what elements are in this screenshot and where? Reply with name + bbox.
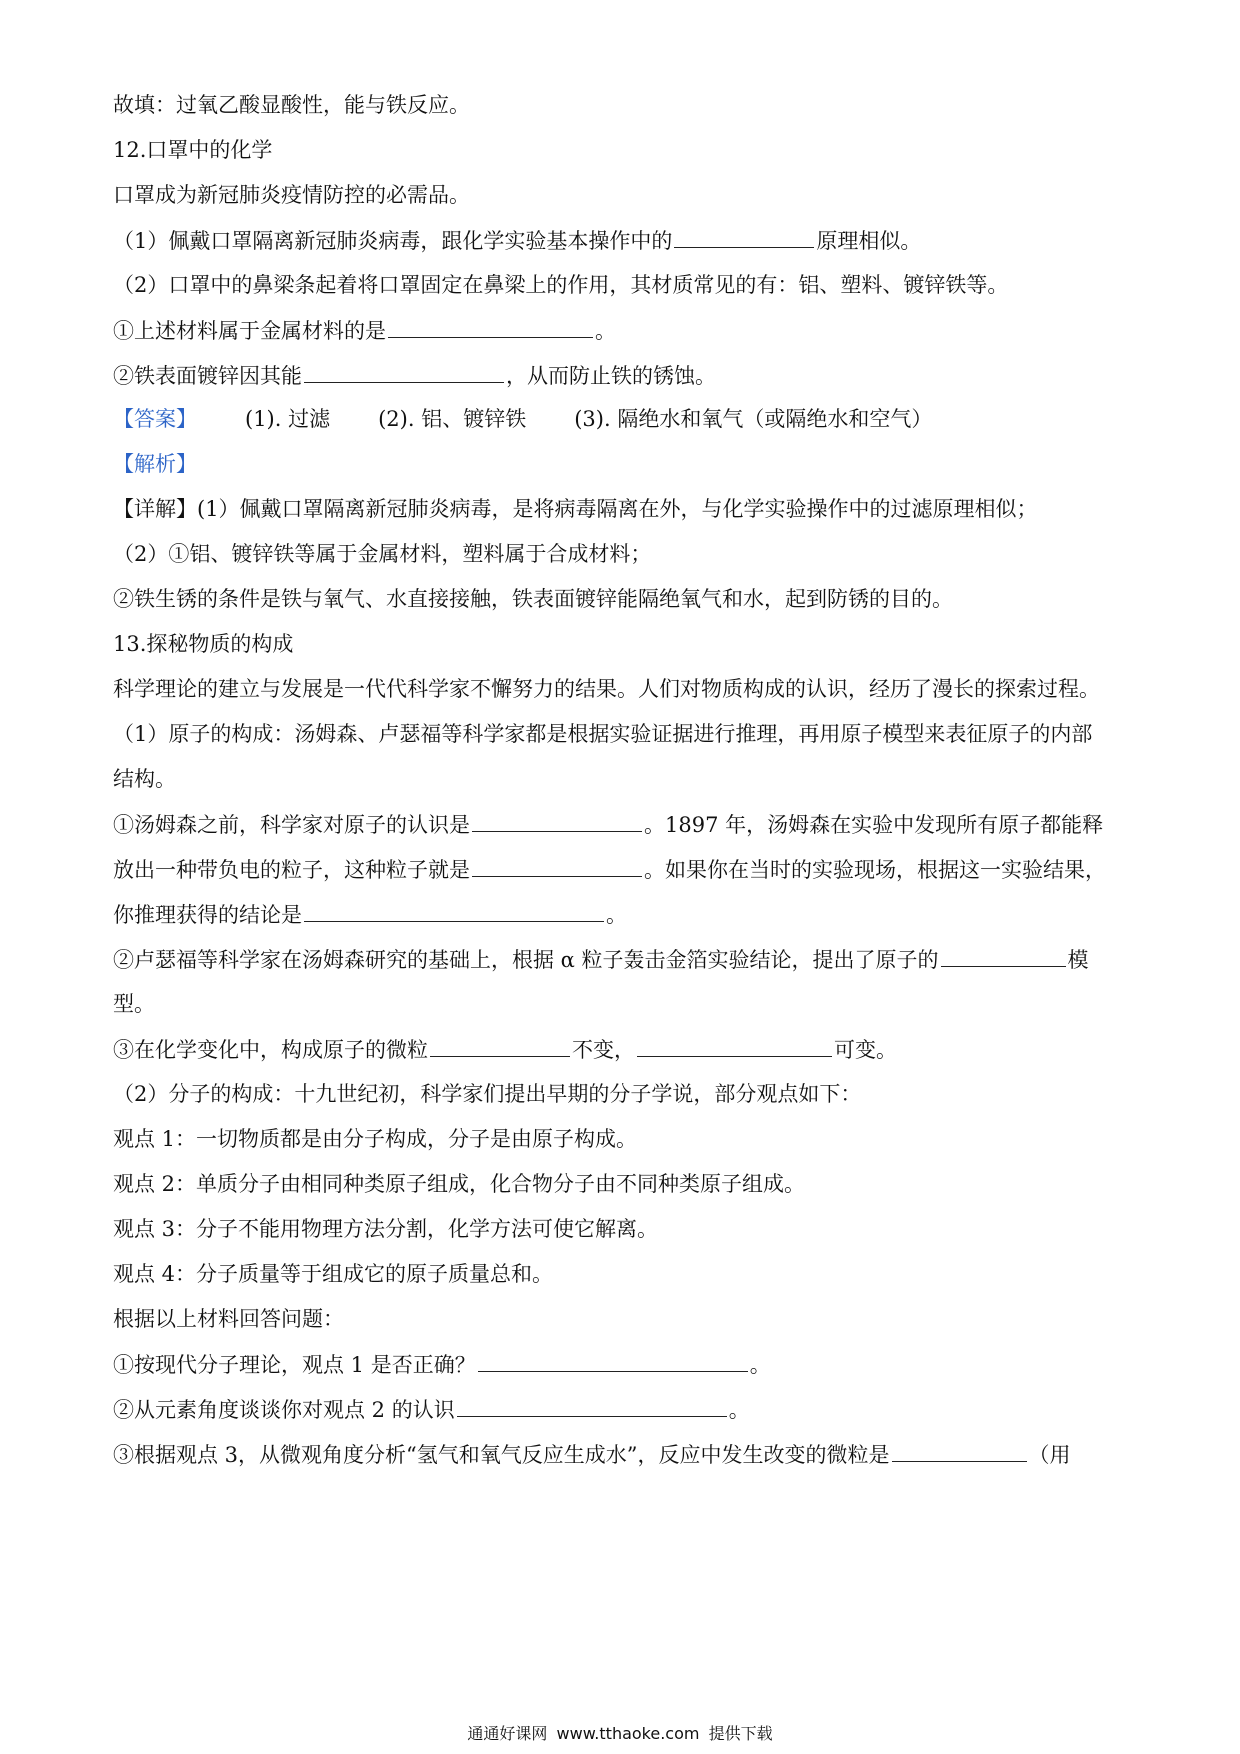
- answer-blank[interactable]: [941, 944, 1066, 967]
- answer-blank[interactable]: [457, 1394, 727, 1417]
- text: 。: [728, 1398, 750, 1422]
- text: 型。: [113, 992, 155, 1016]
- text: ②从元素角度谈谈你对观点 2 的认识: [113, 1398, 455, 1422]
- question-heading: [113, 135, 1130, 165]
- text: 。: [749, 1353, 771, 1377]
- question-line: [113, 225, 1130, 256]
- footer-note: 提供下载: [708, 1724, 773, 1743]
- text: （2）口罩中的鼻梁条起着将口罩固定在鼻梁上的作用，其材质常见的有：铝、塑料、镀锌铁等。: [113, 273, 1009, 297]
- text: 。1897 年，汤姆森在实验中发现所有原子都能释: [644, 813, 1104, 837]
- text: 根据以上材料回答问题：: [113, 1307, 344, 1331]
- question-heading: [113, 629, 1130, 659]
- text: 【详解】(1）佩戴口罩隔离新冠肺炎病毒，是将病毒隔离在外，与化学实验操作中的过滤原理相似；: [113, 497, 1038, 521]
- text: ③在化学变化中，构成原子的微粒: [113, 1038, 428, 1062]
- question-line: [113, 944, 1130, 975]
- text: 模: [1067, 948, 1089, 972]
- viewpoint-line: [113, 1124, 1130, 1154]
- text: 原理相似。: [816, 229, 922, 253]
- analysis-line: [113, 449, 1130, 479]
- text-line: [113, 90, 1130, 120]
- answer-blank[interactable]: [478, 1349, 748, 1372]
- text-line: [113, 180, 1130, 210]
- answer-blank[interactable]: [304, 899, 604, 922]
- question-line: [113, 315, 1130, 346]
- analysis-tag: 【解析】: [113, 452, 197, 476]
- viewpoint-line: [113, 1259, 1130, 1289]
- text: 放出一种带负电的粒子，这种粒子就是: [113, 858, 470, 882]
- text: 。: [595, 319, 616, 343]
- text: （1）佩戴口罩隔离新冠肺炎病毒，跟化学实验基本操作中的: [113, 229, 673, 253]
- answer-blank[interactable]: [674, 225, 814, 248]
- question-line: [113, 854, 1130, 885]
- text-line: [113, 719, 1130, 749]
- page-footer: [0, 1721, 1240, 1744]
- text-line: [113, 674, 1130, 704]
- answer-item: (2). 铝、镀锌铁: [378, 407, 527, 431]
- answer-blank[interactable]: [304, 360, 504, 383]
- footer-url[interactable]: www.tthaoke.com: [556, 1724, 700, 1743]
- text: ②铁生锈的条件是铁与氧气、水直接接触，铁表面镀锌能隔绝氧气和水，起到防锈的目的。: [113, 587, 953, 611]
- text: ②铁表面镀锌因其能: [113, 364, 302, 388]
- viewpoint-line: [113, 1169, 1130, 1199]
- text: 不变，: [572, 1038, 635, 1062]
- text: 科学理论的建立与发展是一代代科学家不懈努力的结果。人们对物质构成的认识，经历了漫长的探索过程。: [113, 677, 1100, 701]
- footer-site-name: 通通好课网: [467, 1724, 548, 1743]
- text: ，从而防止铁的锈蚀。: [506, 364, 716, 388]
- text-line: [113, 989, 1130, 1019]
- viewpoint-line: [113, 1214, 1130, 1244]
- answer-line: [113, 404, 1130, 434]
- answer-blank[interactable]: [472, 854, 642, 877]
- text: （2）①铝、镀锌铁等属于金属材料，塑料属于合成材料；: [113, 542, 652, 566]
- text: 观点 2：单质分子由相同种类原子组成，化合物分子由不同种类原子组成。: [113, 1172, 806, 1196]
- text: ②卢瑟福等科学家在汤姆森研究的基础上，根据 α 粒子轰击金箔实验结论，提出了原子的: [113, 948, 939, 972]
- text: 你推理获得的结论是: [113, 903, 302, 927]
- text: 12.口罩中的化学: [113, 138, 273, 162]
- answer-blank[interactable]: [430, 1034, 570, 1057]
- question-line: [113, 1349, 1130, 1380]
- question-line: [113, 1394, 1130, 1425]
- answer-item: (3). 隔绝水和氧气（或隔绝水和空气）: [574, 407, 933, 431]
- text: ①汤姆森之前，科学家对原子的认识是: [113, 813, 470, 837]
- text-line: [113, 539, 1130, 569]
- question-line: [113, 270, 1130, 300]
- text-line: [113, 494, 1130, 524]
- text: 13.探秘物质的构成: [113, 632, 294, 656]
- text: ③根据观点 3，从微观角度分析“氢气和氧气反应生成水”，反应中发生改变的微粒是: [113, 1443, 890, 1467]
- question-line: [113, 899, 1130, 930]
- text: 故填：过氧乙酸显酸性，能与铁反应。: [113, 93, 470, 117]
- question-line: [113, 1439, 1130, 1470]
- text: ①按现代分子理论，观点 1 是否正确？: [113, 1353, 476, 1377]
- text-line: [113, 1079, 1130, 1109]
- question-line: [113, 1034, 1130, 1065]
- text-line: [113, 584, 1130, 614]
- text: （2）分子的构成：十九世纪初，科学家们提出早期的分子学说，部分观点如下：: [113, 1082, 862, 1106]
- answer-item: (1). 过滤: [245, 407, 331, 431]
- text-line: [113, 764, 1130, 794]
- text: 可变。: [834, 1038, 897, 1062]
- text: 观点 4：分子质量等于组成它的原子质量总和。: [113, 1262, 554, 1286]
- text: 结构。: [113, 767, 176, 791]
- text: ①上述材料属于金属材料的是: [113, 319, 386, 343]
- answer-blank[interactable]: [637, 1034, 832, 1057]
- text: 。: [606, 903, 627, 927]
- text: 观点 3：分子不能用物理方法分割，化学方法可使它解离。: [113, 1217, 659, 1241]
- answer-blank[interactable]: [472, 809, 642, 832]
- text: 口罩成为新冠肺炎疫情防控的必需品。: [113, 183, 470, 207]
- question-line: [113, 809, 1130, 840]
- text: （1）原子的构成：汤姆森、卢瑟福等科学家都是根据实验证据进行推理，再用原子模型来表征原子的内部: [113, 722, 1093, 746]
- answer-tag: 【答案】: [113, 407, 197, 431]
- question-line: [113, 360, 1130, 391]
- text-line: [113, 1304, 1130, 1334]
- text: （用: [1028, 1443, 1071, 1467]
- answer-blank[interactable]: [388, 315, 593, 338]
- text: 。如果你在当时的实验现场，根据这一实验结果，: [644, 858, 1106, 882]
- text: 观点 1：一切物质都是由分子构成，分子是由原子构成。: [113, 1127, 638, 1151]
- answer-blank[interactable]: [892, 1439, 1027, 1462]
